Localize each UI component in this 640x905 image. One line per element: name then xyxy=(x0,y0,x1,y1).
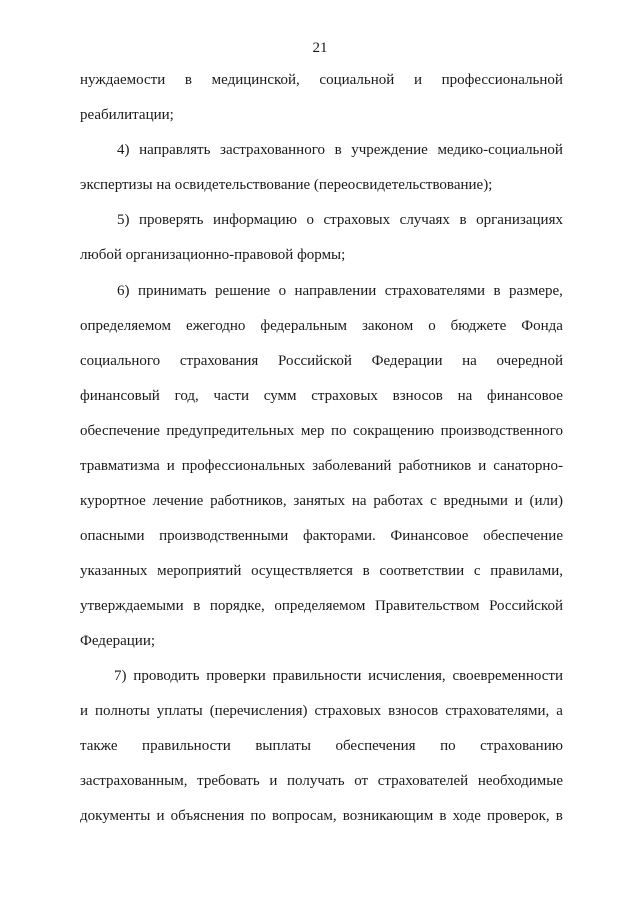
word: в xyxy=(493,283,501,299)
word: по xyxy=(330,423,347,439)
word: проводить xyxy=(133,668,200,684)
word: утверждаемыми xyxy=(80,598,184,614)
text-line xyxy=(80,455,563,477)
word: работах xyxy=(373,493,424,509)
word: и xyxy=(166,458,175,474)
word: обеспечение xyxy=(80,423,160,439)
text-line: Федерации; xyxy=(80,633,156,649)
word: необходимые xyxy=(477,773,563,789)
word: направлять xyxy=(139,142,211,158)
word: а xyxy=(556,703,563,719)
word: травматизма xyxy=(80,458,160,474)
text-line xyxy=(114,665,563,687)
word: занятых xyxy=(293,493,346,509)
text-line xyxy=(80,560,563,582)
word: определяемом xyxy=(80,318,172,334)
text-line xyxy=(80,420,563,442)
word: организациях xyxy=(476,212,563,228)
word: от xyxy=(354,773,369,789)
word: страхования xyxy=(179,353,259,369)
word: уплаты xyxy=(156,703,203,719)
word: в xyxy=(362,563,370,579)
word: в xyxy=(555,808,563,824)
word: проверки xyxy=(206,668,266,684)
word: финансовое xyxy=(487,388,563,404)
text-line xyxy=(80,69,563,91)
word: и xyxy=(478,458,487,474)
word: страхователями, xyxy=(445,703,550,719)
word: Финансовое xyxy=(390,528,469,544)
text-line xyxy=(80,525,563,547)
text-line: экспертизы на освидетельствование (переосвидетельствование); xyxy=(80,177,493,193)
word: финансовый xyxy=(80,388,160,404)
word: ежегодно xyxy=(185,318,246,334)
word: курортное xyxy=(80,493,146,509)
word: направлении xyxy=(294,283,377,299)
word: страхователей xyxy=(377,773,469,789)
word: производственными xyxy=(159,528,289,544)
word: исчисления, xyxy=(368,668,446,684)
text-line: реабилитации; xyxy=(80,107,174,123)
word: осуществляется xyxy=(251,563,353,579)
page-number: 21 xyxy=(312,40,328,56)
word: санаторно- xyxy=(493,458,563,474)
word: застрахованным, xyxy=(80,773,188,789)
word: опасными xyxy=(80,528,145,544)
word: 7) xyxy=(114,668,127,684)
text-line xyxy=(80,595,563,617)
word: социальной xyxy=(319,72,395,88)
word: возникающим xyxy=(342,808,434,824)
word: профессиональных xyxy=(181,458,306,474)
word: факторами. xyxy=(302,528,376,544)
word: объяснения xyxy=(170,808,245,824)
word: по xyxy=(250,808,266,824)
word: обеспечения xyxy=(335,738,416,754)
word: принимать xyxy=(137,283,207,299)
word: размере, xyxy=(508,283,563,299)
word: законом xyxy=(361,318,414,334)
word: заболеваний xyxy=(312,458,392,474)
word: Федерации xyxy=(371,353,443,369)
word: взносов xyxy=(388,703,439,719)
word: информацию xyxy=(213,212,297,228)
word: правилами, xyxy=(490,563,563,579)
word: своевременности xyxy=(452,668,563,684)
text-line xyxy=(117,280,563,302)
text-line xyxy=(80,490,563,512)
word: мер xyxy=(300,423,325,439)
word: застрахованного xyxy=(220,142,325,158)
word: на xyxy=(351,493,367,509)
word: части xyxy=(213,388,249,404)
word: 5) xyxy=(117,212,130,228)
text-line: любой организационно-правовой формы; xyxy=(80,247,346,263)
word: работников xyxy=(398,458,472,474)
word: 4) xyxy=(117,142,130,158)
word: в xyxy=(184,72,192,88)
word: обеспечение xyxy=(483,528,563,544)
word: (перечисления) xyxy=(209,703,308,719)
text-line xyxy=(80,385,563,407)
word: о xyxy=(278,283,287,299)
word: проверок, xyxy=(486,808,550,824)
word: о xyxy=(306,212,314,228)
word: нуждаемости xyxy=(80,72,166,88)
word: Российской xyxy=(278,353,352,369)
word: работников, xyxy=(210,493,287,509)
word: медико-социальной xyxy=(437,142,563,158)
word: федеральным xyxy=(260,318,348,334)
word: страхователями xyxy=(384,283,485,299)
text-line xyxy=(117,209,563,231)
word: социального xyxy=(80,353,161,369)
word: о xyxy=(428,318,436,334)
text-line xyxy=(80,735,563,757)
word: Фонда xyxy=(521,318,563,334)
word: полноты xyxy=(95,703,150,719)
word: в xyxy=(193,598,201,614)
word: и xyxy=(413,72,422,88)
word: страховых xyxy=(314,703,382,719)
text-line xyxy=(80,350,563,372)
word: вопросам, xyxy=(272,808,337,824)
word: производственного xyxy=(440,423,563,439)
word: также xyxy=(80,738,118,754)
word: в xyxy=(439,808,447,824)
word: сокращению xyxy=(353,423,435,439)
word: и xyxy=(514,493,523,509)
word: и xyxy=(269,773,278,789)
text-line xyxy=(80,805,563,827)
word: по xyxy=(440,738,456,754)
word: проверять xyxy=(139,212,204,228)
word: выплаты xyxy=(255,738,311,754)
word: требовать xyxy=(197,773,260,789)
word: правильности xyxy=(142,738,231,754)
word: сумм xyxy=(263,388,297,404)
word: год, xyxy=(174,388,199,404)
word: на xyxy=(462,353,477,369)
word: Правительством xyxy=(374,598,480,614)
word: соответствии xyxy=(379,563,465,579)
text-line xyxy=(80,315,563,337)
word: правильности xyxy=(272,668,362,684)
word: вредными xyxy=(443,493,508,509)
word: порядке, xyxy=(209,598,265,614)
text-line xyxy=(80,700,563,722)
word: бюджете xyxy=(450,318,507,334)
word: с xyxy=(430,493,437,509)
word: предупредительных xyxy=(166,423,295,439)
word: (или) xyxy=(529,493,563,509)
word: мероприятий xyxy=(157,563,242,579)
word: профессиональной xyxy=(441,72,563,88)
word: в xyxy=(459,212,467,228)
word: страхованию xyxy=(480,738,563,754)
word: и xyxy=(80,703,89,719)
word: учреждение xyxy=(351,142,428,158)
word: документы xyxy=(80,808,151,824)
text-line xyxy=(117,139,563,161)
word: очередной xyxy=(496,353,563,369)
word: и xyxy=(156,808,165,824)
word: в xyxy=(334,142,342,158)
word: лечение xyxy=(152,493,204,509)
word: решение xyxy=(215,283,271,299)
word: медицинской, xyxy=(211,72,300,88)
word: 6) xyxy=(117,283,130,299)
word: взносов xyxy=(392,388,443,404)
word: определяемом xyxy=(274,598,366,614)
word: указанных xyxy=(80,563,148,579)
word: случаях xyxy=(399,212,450,228)
word: с xyxy=(473,563,481,579)
word: ходе xyxy=(452,808,481,824)
word: Российской xyxy=(489,598,563,614)
text-line xyxy=(80,770,563,792)
word: страховых xyxy=(323,212,391,228)
word: получать xyxy=(287,773,345,789)
word: на xyxy=(457,388,473,404)
word: страховых xyxy=(311,388,378,404)
